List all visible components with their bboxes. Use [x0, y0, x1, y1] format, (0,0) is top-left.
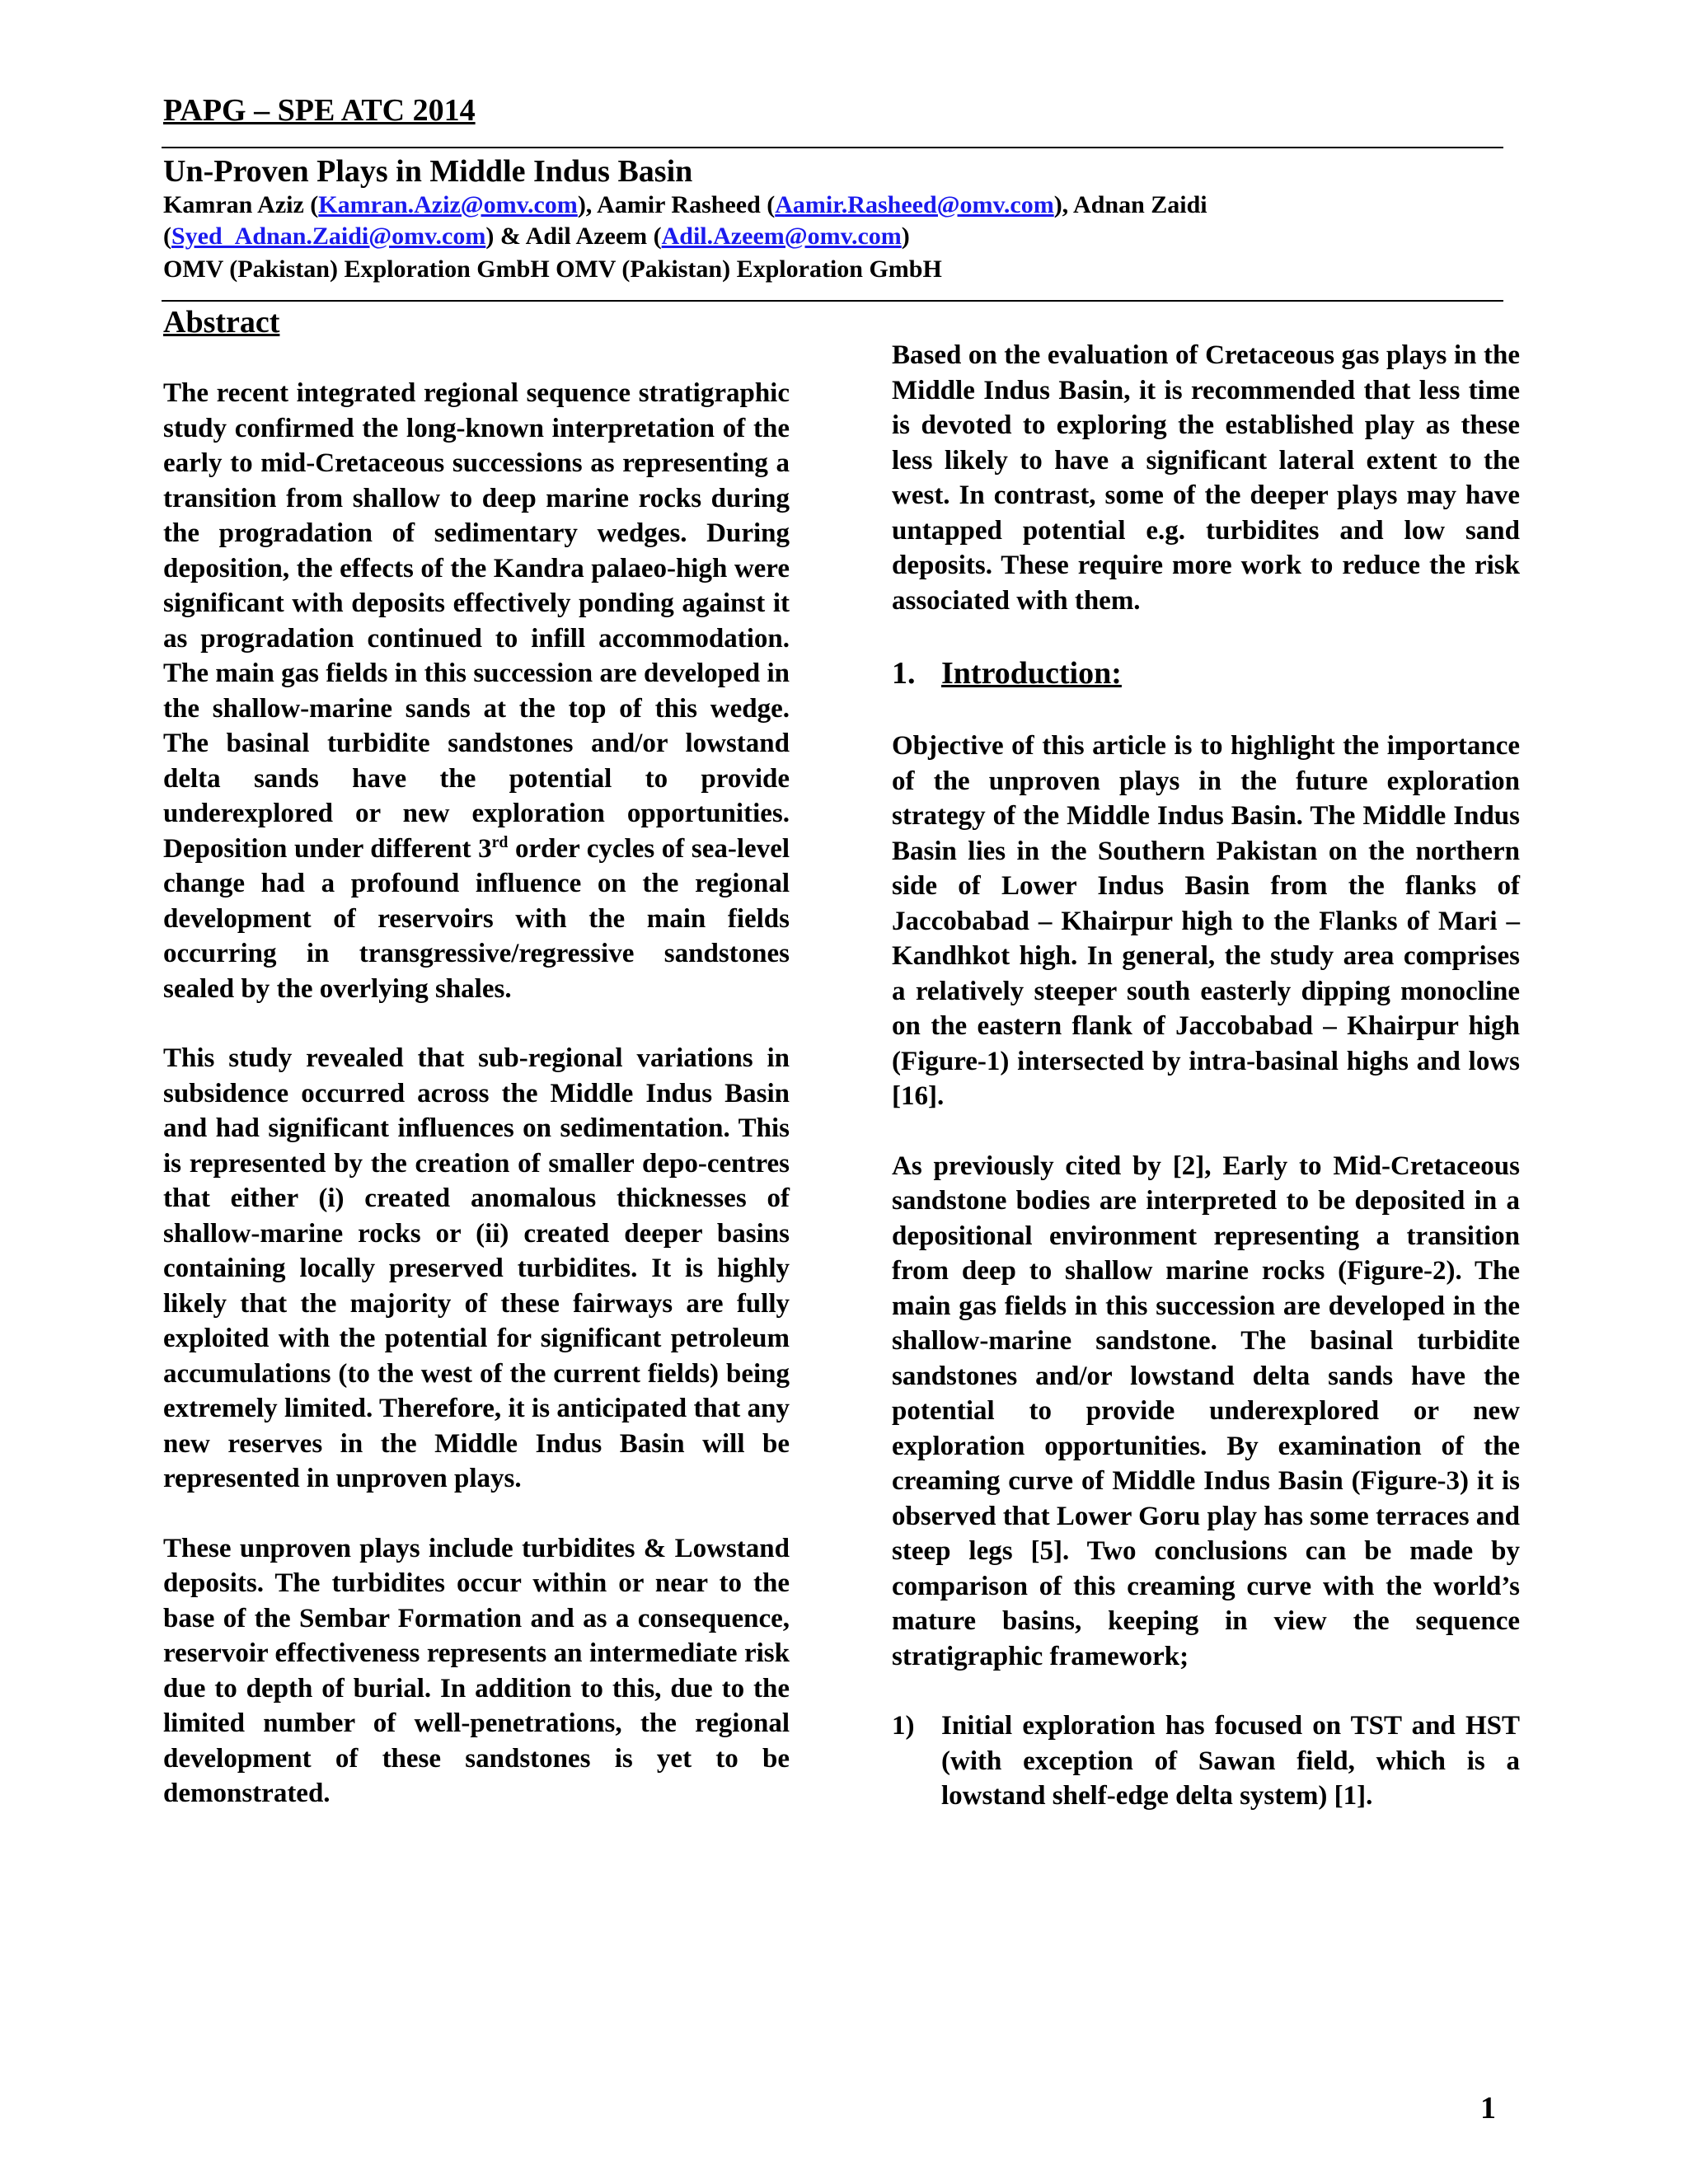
author-name: Adnan Zaidi ( — [163, 191, 1207, 250]
paper-title: Un-Proven Plays in Middle Indus Basin — [163, 154, 693, 189]
header-divider-top — [162, 147, 1503, 148]
author-name: Kamran Aziz ( — [163, 191, 319, 218]
author-separator: ) & — [485, 223, 526, 250]
abstract-paragraph: This study revealed that sub-regional variations in subsidence occurred across the Middle Indus Basin and had significant influences on sedimentation. This is represented by the creation of smaller depo-centres that either (i) created anomalous thicknesses of shallow-marine rocks or (ii) created deeper basins containing locally preserved turbidites. It is highly likely that the majority of these fairways are fully exploited with the potential for significant petroleum accumulations (to the west of the current fields) being extremely limited. Therefore, it is anticipated that any new reserves in the Middle Indus Basin will be represented in unproven plays. — [163, 1043, 790, 1493]
affiliation: OMV (Pakistan) Exploration GmbH OMV (Pakistan) Exploration GmbH — [163, 255, 942, 283]
author-email-link[interactable]: Syed_Adnan.Zaidi@omv.com — [171, 223, 486, 250]
list-item-text: Initial exploration has focused on TST and HST (with exception of Sawan field, which is a lowstand shelf-edge delta system) [1]. — [941, 1711, 1520, 1811]
author-separator: ) — [901, 223, 910, 250]
author-name: Aamir Rasheed ( — [597, 191, 776, 218]
introduction-paragraph: Objective of this article is to highlight the importance of the unproven plays in the future exploration strategy of the Middle Indus Basin. The Middle Indus Basin lies in the Southern Pakistan on the northern side of Lower Indus Basin from the flanks of Jaccobabad – Khairpur high to the Flanks of Mari – Kandhkot high. In general, the study area comprises a relatively steeper south easterly dipping monocline on the eastern flank of Jaccobabad – Khairpur high (Figure-1) intersected by intra-basinal highs and lows [16]. — [892, 731, 1520, 1111]
author-separator: ), — [1053, 191, 1074, 218]
abstract-text: order cycles of sea-level change had a profound influence on the regional development of reservoirs with the main fields occurring in transgressive/regressive sandstones sealed by the overlying shales. — [163, 833, 790, 1004]
list-item — [892, 1708, 1520, 1814]
author-email-link[interactable]: Adil.Azeem@omv.com — [661, 223, 902, 250]
left-column — [163, 302, 790, 1811]
section-number: 1. — [892, 656, 916, 691]
abstract-text: The recent integrated regional sequence stratigraphic study confirmed the long-known interpretation of the early to mid-Cretaceous successions as representing a transition from shallow to deep marine rocks during the progradation of sedimentary wedges. During deposition, the effects of the Kandra palaeo-high were significant with deposits effectively ponding against it as progradation continued to infill accommodation. The main gas fields in this succession are developed in the shallow-marine sands at the top of this wedge. The basinal turbidite sandstones and/or lowstand delta sands have the potential to provide underexplored or new exploration opportunities. Deposition under different 3 — [163, 378, 790, 864]
abstract-paragraph: Based on the evaluation of Cretaceous gas plays in the Middle Indus Basin, it is recommended that less time is devoted to exploring the established play as these less likely to have a significant lateral extent to the west. In contrast, some of the deeper plays may have untapped potential e.g. turbidites and low sand deposits. These require more work to reduce the risk associated with them. — [892, 340, 1520, 616]
superscript: rd — [491, 832, 509, 851]
conference-title: PAPG – SPE ATC 2014 — [163, 93, 476, 128]
author-email-link[interactable]: Aamir.Rasheed@omv.com — [775, 191, 1054, 218]
author-separator: ), — [577, 191, 598, 218]
page-number: 1 — [1480, 2091, 1496, 2125]
introduction-heading — [892, 653, 1520, 694]
author-name: Adil Azeem ( — [525, 223, 662, 250]
author-email-link[interactable]: Kamran.Aziz@omv.com — [318, 191, 578, 218]
section-title: Introduction: — [941, 656, 1122, 691]
list-marker: 1) — [892, 1711, 915, 1741]
introduction-paragraph: As previously cited by [2], Early to Mid-Cretaceous sandstone bodies are interpreted to be deposited in a depositional environment representing a transition from deep to shallow marine rocks (Figure-2). The main gas fields in this succession are developed in the shallow-marine sandstone. The basinal turbidite sandstones and/or lowstand delta sands have the potential to provide underexplored or new exploration opportunities. By examination of the creaming curve of Middle Indus Basin (Figure-3) it is observed that Lower Goru play has some terraces and steep legs [5]. Two conclusions can be made by comparison of this creaming curve with the world’s mature basins, keeping in view the sequence stratigraphic framework; — [892, 1151, 1520, 1671]
abstract-paragraph — [163, 376, 790, 1006]
author-list — [163, 190, 1515, 252]
abstract-heading: Abstract — [163, 305, 280, 340]
abstract-paragraph: These unproven plays include turbidites & Lowstand deposits. The turbidites occur within or near to the base of the Sembar Formation and as a consequence, reservoir effectiveness represents an intermediate risk due to depth of burial. In addition to this, due to the limited number of well-penetrations, the regional development of these sandstones is yet to be demonstrated. — [163, 1533, 790, 1808]
right-column — [892, 338, 1520, 1814]
